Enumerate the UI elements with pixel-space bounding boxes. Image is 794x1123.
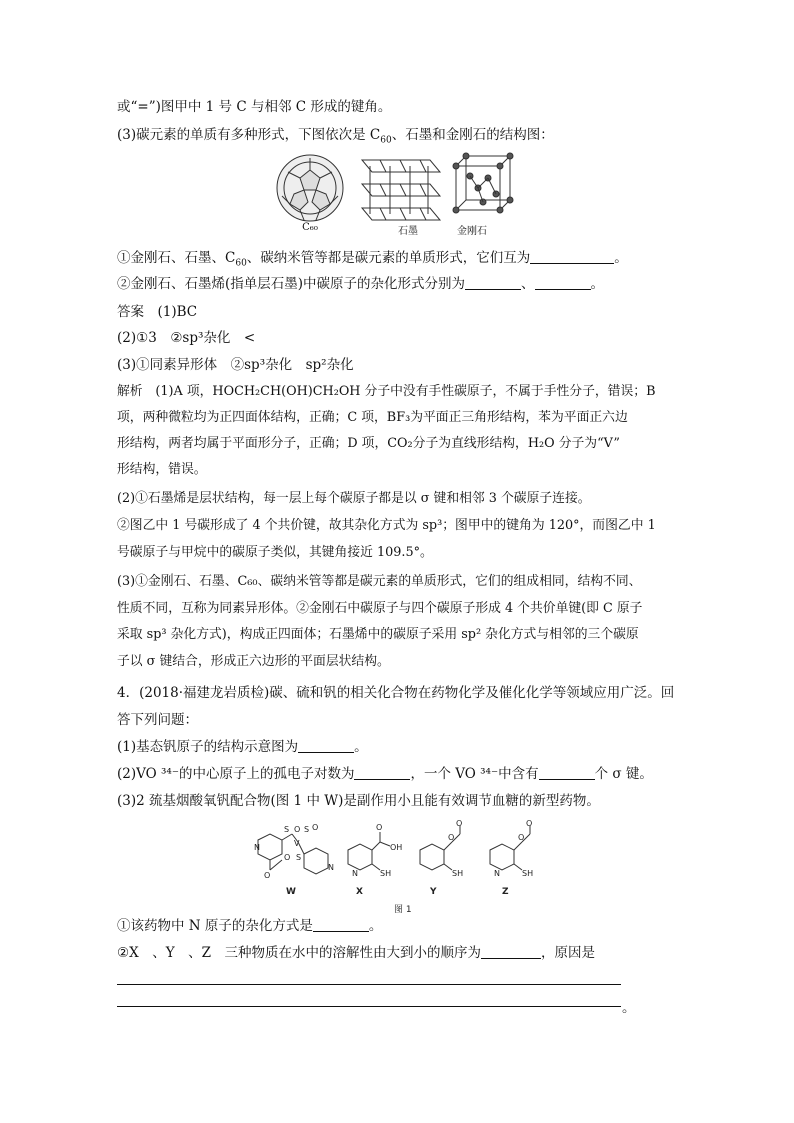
atom-label: O <box>294 825 301 834</box>
atom-label: N <box>352 869 358 878</box>
atom-label: O <box>448 833 455 842</box>
diamond-structure <box>453 153 513 213</box>
molecule-x <box>348 832 390 870</box>
molecule-w <box>258 834 328 874</box>
caption-diamond: 金刚石 <box>457 226 487 237</box>
answer-line-rule <box>117 1006 621 1007</box>
explanation-line: 解析 (1)A 项，HOCH₂CH(OH)CH₂OH 分子中没有手性碳原子，不属于手性分子，错误；B <box>117 384 656 399</box>
atom-label: O <box>518 833 525 842</box>
answer-blank <box>535 275 591 290</box>
atom-label: SH <box>522 869 534 878</box>
text-line: ①金刚石、石墨、$C_{60}$、碳纳米管等都是碳元素的单质形式，它们互为 。 <box>117 250 628 269</box>
molecule-label-y: Y <box>430 887 437 897</box>
explanation-line: (3)①金刚石、石墨、C₆₀、碳纳米管等都是碳元素的单质形式，它们的组成相同，结构不同、 <box>117 574 642 589</box>
explanation-line: (2)①石墨烯是层状结构，每一层上每个碳原子都是以 σ 键和相邻 3 个碳原子连接。 <box>117 491 591 506</box>
atom-label: S <box>284 825 290 834</box>
text-line: 或“=”)图甲中 1 号 C 与相邻 C 形成的键角。 <box>117 99 392 115</box>
answer-blank <box>539 765 595 780</box>
c60-structure <box>277 155 343 221</box>
atom-label: V <box>294 839 300 848</box>
atom-label: N <box>328 863 334 872</box>
explanation-line: 性质不同，互称为同素异形体。②金刚石中碳原子与四个碳原子形成 4 个共价单键(即 C 原子 <box>117 601 643 616</box>
caption-graphite: 石墨 <box>398 226 418 237</box>
explanation-line: 子以 σ 键结合，形成正六边形的平面层状结构。 <box>117 654 390 669</box>
atom-label: SH <box>452 869 464 878</box>
explanation-line: 项，两种微粒均为正四面体结构，正确；C 项，BF₃为平面正三角形结构，苯为平面正六边 <box>117 410 628 425</box>
text-line: ②金刚石、石墨烯(指单层石墨)中碳原子的杂化形式分别为 、 。 <box>117 276 605 292</box>
answer-blank <box>313 917 369 932</box>
atom-label: O <box>312 823 319 832</box>
problem-line: (3)2 巯基烟酸氧钒配合物(图 1 中 W)是副作用小且能有效调节血糖的新型药物。 <box>117 793 600 809</box>
caption-c60: C₆₀ <box>302 222 318 233</box>
text-line: (3)碳元素的单质有多种形式，下图依次是 $C_{60}$、石墨和金刚石的结构图： <box>117 127 554 146</box>
atom-label: N <box>254 843 260 852</box>
atom-label: SH <box>380 869 392 878</box>
atom-label: O <box>284 853 291 862</box>
problem-line: (1)基态钒原子的结构示意图为 。 <box>117 739 368 755</box>
problem-line: ①该药物中 N 原子的杂化方式是 。 <box>117 918 383 934</box>
problem-line: (2)VO ³⁴⁻的中心原子上的孤电子对数为 ，一个 VO ³⁴⁻中含有 个 σ 键。 <box>117 766 653 782</box>
explanation-line: ②图乙中 1 号碳形成了 4 个共价键，故其杂化方式为 sp³；图甲中的键角为 120°，而图乙中 1 <box>117 518 656 533</box>
explanation-line: 形结构，两者均属于平面形分子，正确；D 项，CO₂分子为直线形结构，H₂O 分子为“V” <box>117 436 620 451</box>
atom-label: O <box>376 823 383 832</box>
answer-line: (3)①同素异形体 ②sp³杂化 sp²杂化 <box>117 357 354 373</box>
atom-label: S <box>304 825 310 834</box>
problem-line: ②X 、Y 、Z 三种物质在水中的溶解性由大到小的顺序为 ，原因是 <box>117 945 596 961</box>
explanation-line: 号碳原子与甲烷中的碳原子类似，其键角接近 109.5°。 <box>117 545 433 560</box>
atom-label: S <box>296 853 302 862</box>
explanation-line: 形结构，错误。 <box>117 462 207 477</box>
answer-blank <box>465 275 521 290</box>
answer-blank <box>481 944 541 959</box>
explanation-line: 采取 sp³ 杂化方式)，构成正四面体；石墨烯中的碳原子采用 sp² 杂化方式与相邻的三个碳原 <box>117 627 639 642</box>
answer-line: 答案 (1)BC <box>117 304 198 320</box>
atom-label: O <box>264 871 271 880</box>
atom-label: OH <box>390 843 403 852</box>
figure-caption: 图 1 <box>394 905 412 915</box>
molecule-label-x: X <box>356 887 363 897</box>
answer-blank <box>354 765 410 780</box>
answer-blank <box>298 738 354 753</box>
answer-line: (2)①3 ②sp³杂化 < <box>117 330 256 346</box>
molecule-figure <box>248 820 558 915</box>
answer-blank <box>530 249 614 264</box>
atom-label: O <box>456 820 463 828</box>
atom-label: N <box>494 869 500 878</box>
problem-line: 答下列问题： <box>117 712 198 728</box>
problem-line: 4．(2018·福建龙岩质检)碳、硫和钒的相关化合物在药物化学及催化化学等领域应用广泛。回 <box>117 685 675 701</box>
graphite-structure <box>362 160 440 220</box>
atom-label: O <box>526 820 533 828</box>
molecule-label-z: Z <box>502 887 509 897</box>
molecule-label-w: W <box>286 887 296 897</box>
answer-line-rule <box>117 984 621 985</box>
final-period: 。 <box>622 1000 636 1016</box>
